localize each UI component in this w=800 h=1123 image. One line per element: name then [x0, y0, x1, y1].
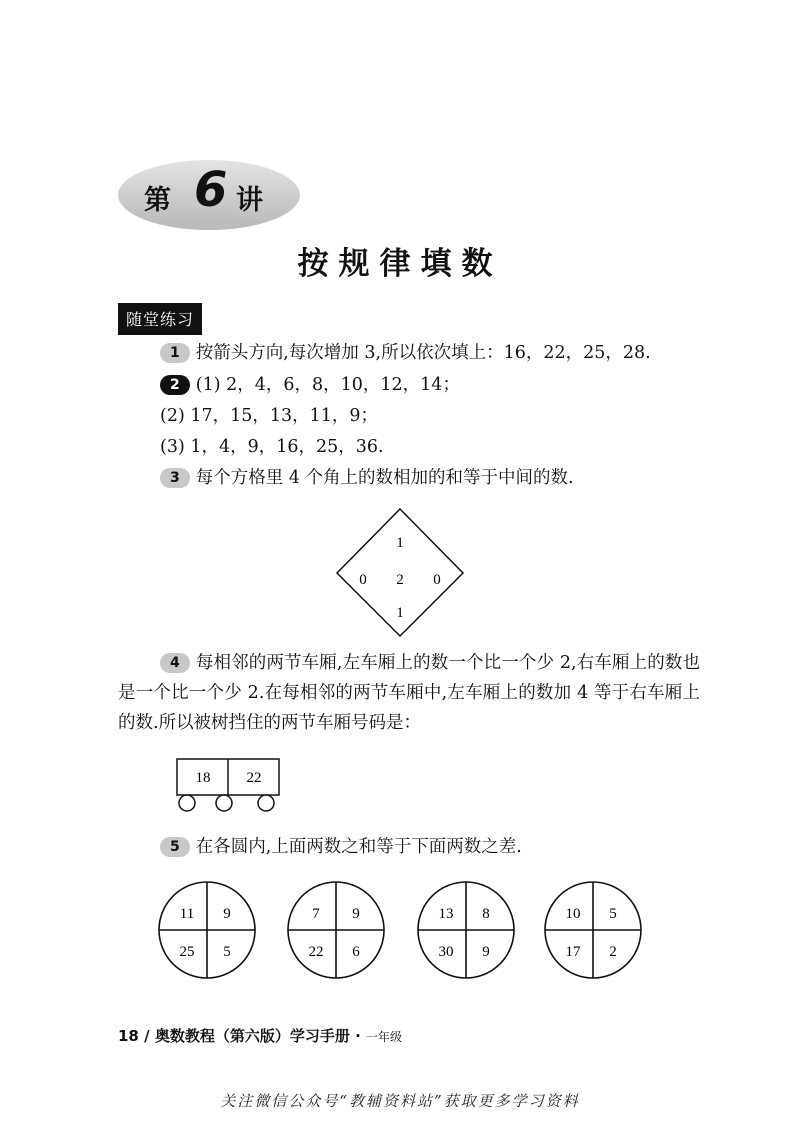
question-4-text: 每相邻的两节车厢,左车厢上的数一个比一个少 2,右车厢上的数也是一个比一个少 2.在每相邻的两节车厢中,左车厢上的数加 4 等于右车厢上的数.所以被树挡住的两节车厢号码是： [118, 653, 700, 733]
circle-4-bottom-right: 2 [609, 944, 617, 960]
circle-1-top-right: 9 [223, 906, 231, 922]
train-right-number: 22 [246, 770, 262, 786]
diamond-bottom-value: 1 [396, 605, 404, 621]
page-footer [118, 1025, 402, 1046]
footer-slash: / [144, 1027, 150, 1045]
question-2-line-2: (2) 17，15，13，11，9； [160, 406, 379, 426]
lecture-prefix: 第 [144, 185, 171, 216]
grade-label: 一年级 [366, 1030, 403, 1044]
circle-2-bottom-left: 22 [308, 944, 324, 960]
question-number-badge: 4 [160, 653, 190, 673]
train-left-number: 18 [195, 770, 211, 786]
circle-2 [288, 882, 384, 978]
question-4 [118, 648, 700, 738]
question-1 [160, 342, 651, 364]
footer-dot: · [355, 1027, 361, 1045]
circle-4-top-right: 5 [609, 906, 617, 922]
question-2 [160, 374, 460, 396]
question-3-text: 每个方格里 4 个角上的数相加的和等于中间的数. [195, 468, 574, 488]
train-wheel [258, 795, 274, 811]
train-figure [172, 757, 287, 815]
circle-3 [418, 882, 514, 978]
train-wheel [179, 795, 195, 811]
circle-1-bottom-left: 25 [179, 944, 195, 960]
question-number-badge: 2 [160, 375, 190, 395]
circle-2-top-right: 9 [352, 906, 360, 922]
circle-4-top-left: 10 [565, 906, 581, 922]
circle-1-top-left: 11 [179, 906, 195, 922]
diamond-top-value: 1 [396, 535, 404, 551]
circle-3-bottom-left: 30 [438, 944, 454, 960]
question-number-badge: 5 [160, 837, 190, 857]
circle-2-bottom-right: 6 [352, 944, 360, 960]
circle-4-bottom-left: 17 [565, 944, 581, 960]
page-title: 按规律填数 [297, 246, 503, 282]
circle-3-top-right: 8 [482, 906, 490, 922]
diamond-left-value: 0 [359, 572, 367, 588]
page-number: 18 [118, 1027, 139, 1045]
book-title: 奥数教程（第六版）学习手册 [154, 1027, 350, 1045]
diamond-figure [330, 505, 470, 640]
circle-2-top-left: 7 [312, 906, 320, 922]
diamond-center-value: 2 [396, 572, 404, 588]
bottom-note: 关注微信公众号“教辅资料站”获取更多学习资料 [220, 1092, 580, 1110]
lecture-badge [118, 160, 300, 230]
question-3 [160, 467, 574, 489]
train-wheel [216, 795, 232, 811]
question-5-text: 在各圆内,上面两数之和等于下面两数之差. [195, 837, 522, 857]
question-2-line-3: (3) 1，4，9，16，25，36. [160, 437, 384, 457]
lecture-suffix: 讲 [236, 185, 263, 216]
lecture-number: 6 [194, 162, 228, 218]
circles-figure [150, 875, 650, 985]
circle-1-bottom-right: 5 [223, 944, 231, 960]
question-number-badge: 1 [160, 343, 190, 363]
diamond-right-value: 0 [433, 572, 441, 588]
question-number-badge: 3 [160, 468, 190, 488]
question-1-text: 按箭头方向,每次增加 3,所以依次填上：16，22，25，28. [195, 343, 651, 363]
section-label: 随堂练习 [118, 303, 202, 335]
question-2-line-1: (1) 2，4，6，8，10，12，14； [195, 375, 460, 395]
circle-3-top-left: 13 [438, 906, 454, 922]
circle-3-bottom-right: 9 [482, 944, 490, 960]
circle-4 [545, 882, 641, 978]
circle-1 [159, 882, 255, 978]
question-5 [160, 836, 522, 858]
